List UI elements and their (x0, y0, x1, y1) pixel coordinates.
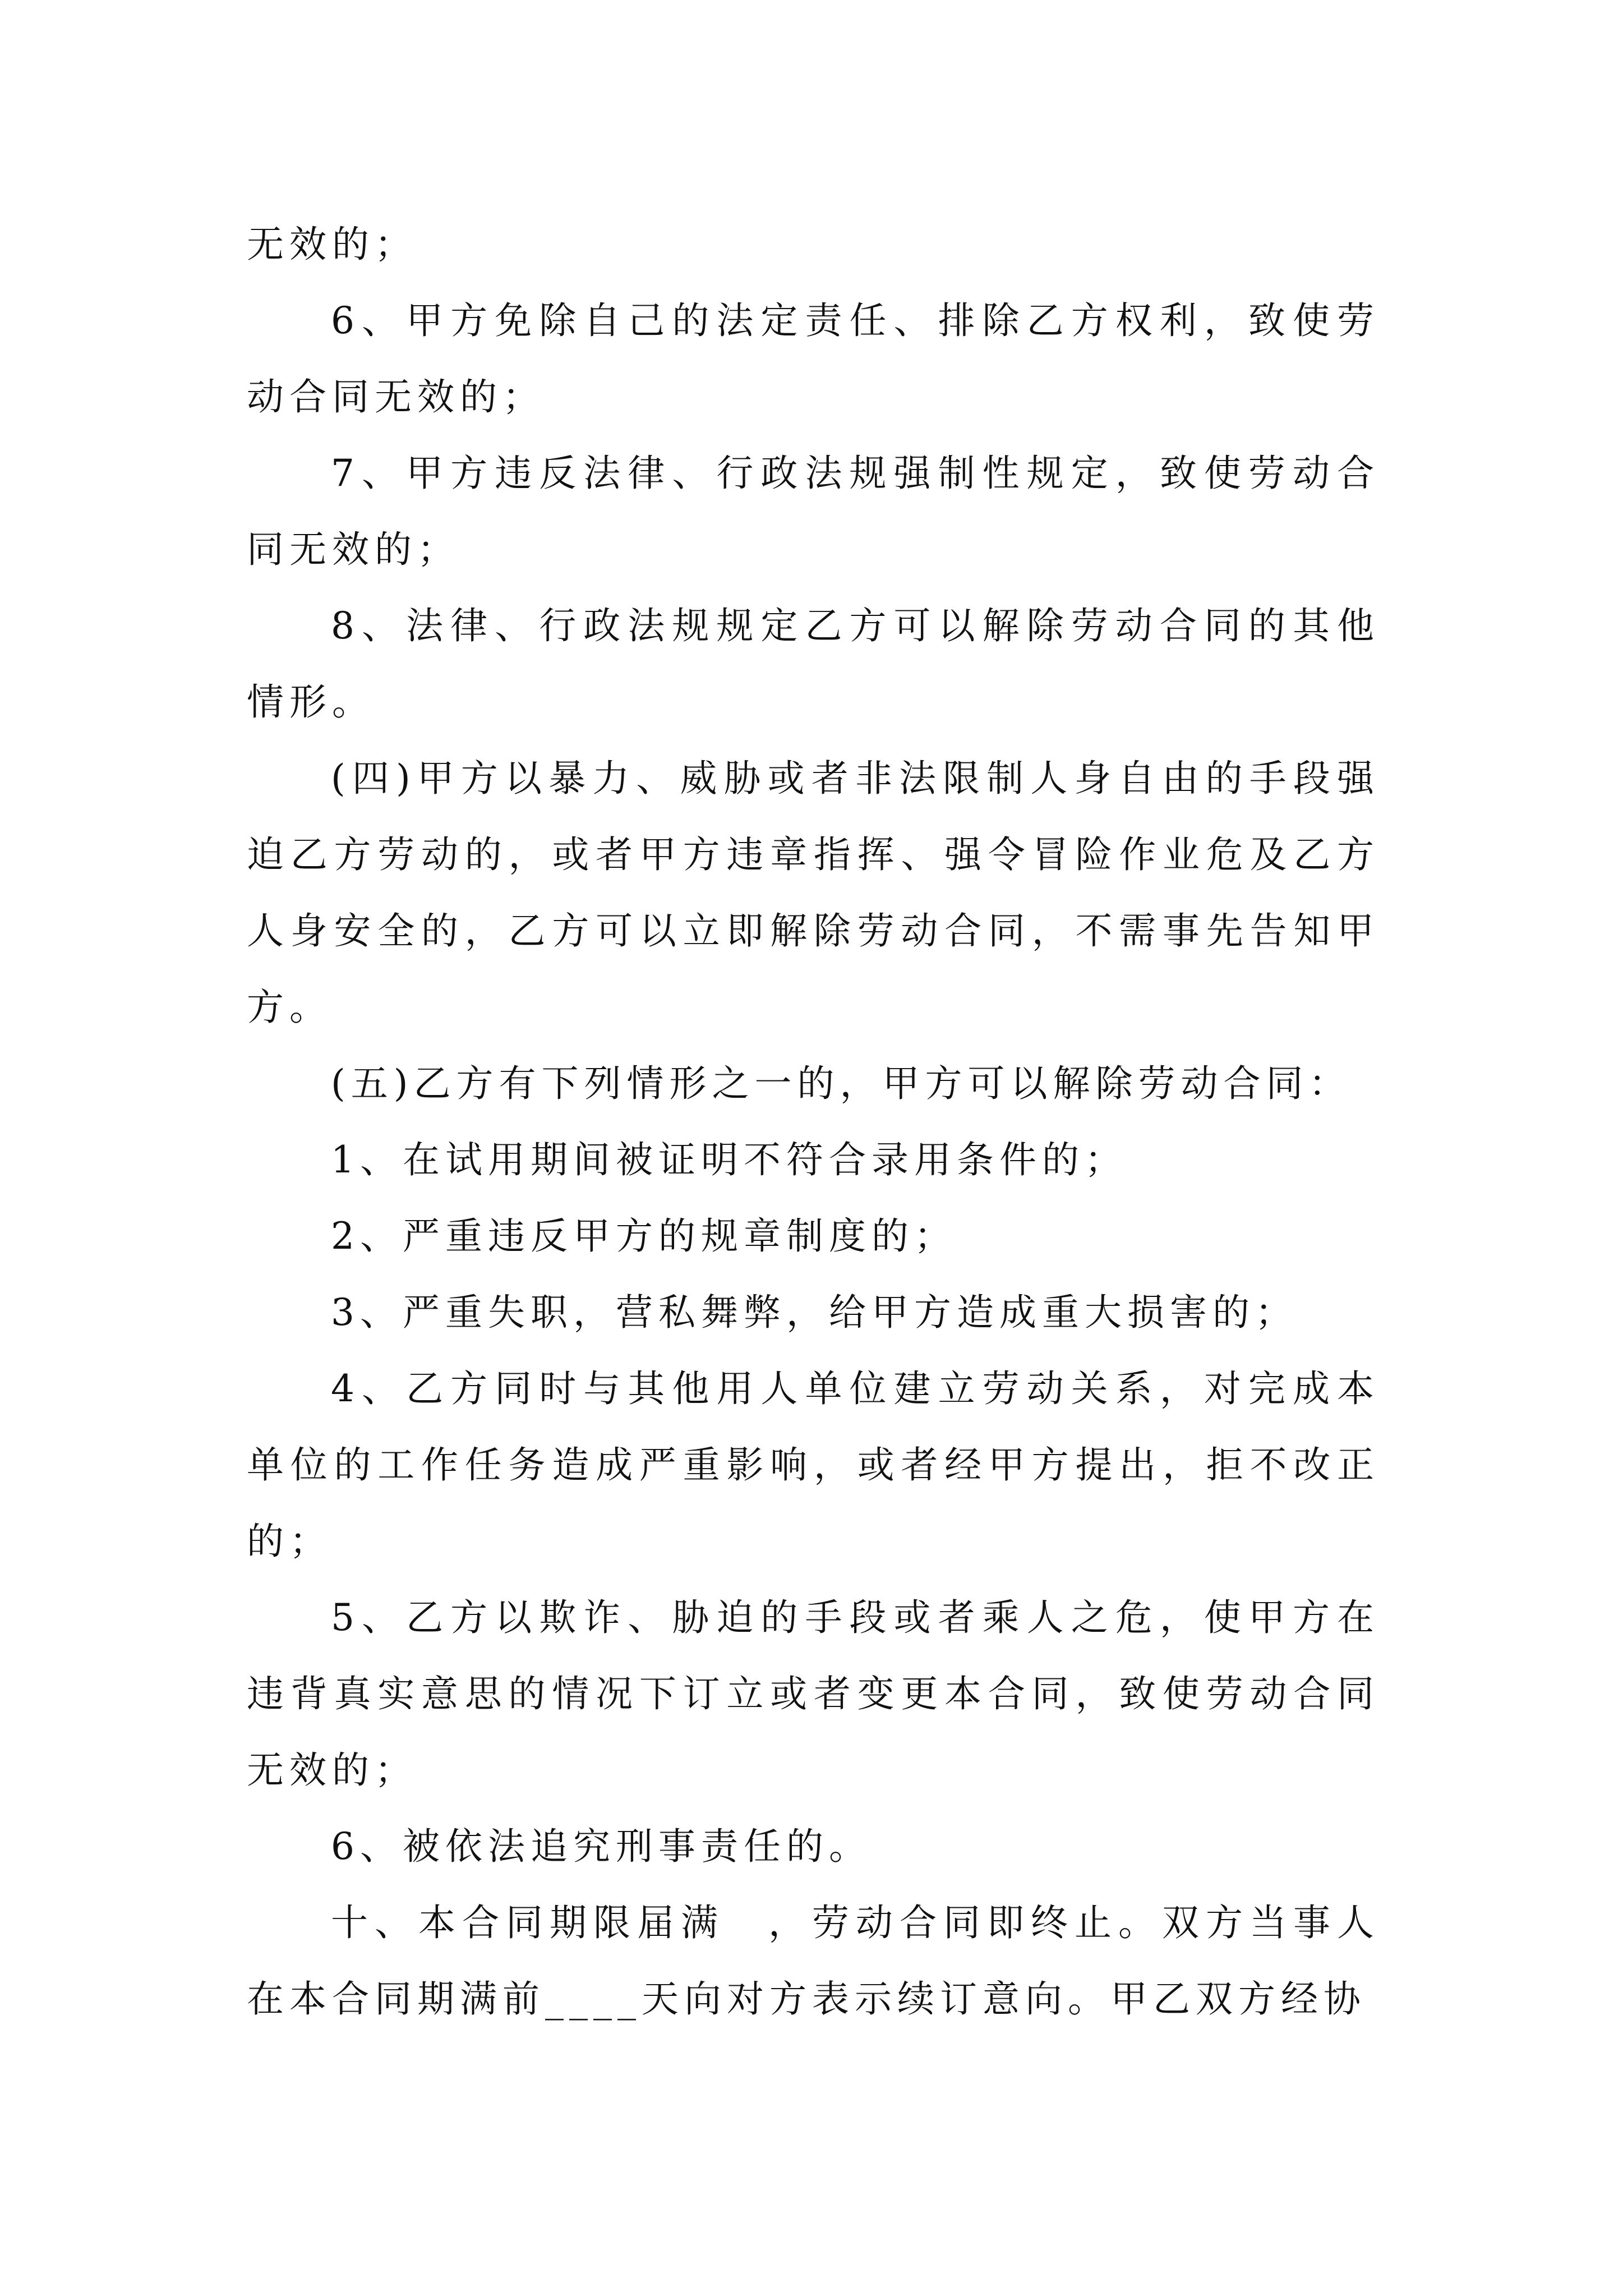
paragraph-continuation: 无效的； (247, 223, 417, 266)
paragraph-item-4-other-employer: 4、乙方同时与其他用人单位建立劳动关系，对完成本单位的工作任务造成严重影响，或者经甲方提出，拒不改正的； (247, 1367, 1380, 1563)
paragraph-item-7-violation: 7、甲方违反法律、行政法规强制性规定，致使劳动合同无效的； (247, 452, 1380, 571)
paragraph-section-5: (五)乙方有下列情形之一的，甲方可以解除劳动合同： (331, 1062, 1352, 1105)
paragraph-item-1-probation: 1、在试用期间被证明不符合录用条件的； (331, 1138, 1127, 1181)
paragraph-item-6-employer-exemption: 6、甲方免除自己的法定责任、排除乙方权利，致使劳动合同无效的； (247, 299, 1380, 418)
paragraph-clause-10: 十、本合同期限届满 ，劳动合同即终止。双方当事人在本合同期满前____天向对方表示续订意向。甲乙双方经协 (247, 1901, 1380, 2021)
paragraph-item-5-fraud: 5、乙方以欺诈、胁迫的手段或者乘人之危，使甲方在违背真实意思的情况下订立或者变更本合同，致使劳动合同无效的； (247, 1596, 1380, 1792)
paragraph-item-6-criminal: 6、被依法追究刑事责任的。 (331, 1825, 872, 1868)
paragraph-section-4: (四)甲方以暴力、威胁或者非法限制人身自由的手段强迫乙方劳动的，或者甲方违章指挥、强令冒险作业危及乙方人身安全的，乙方可以立即解除劳动合同，不需事先告知甲方。 (247, 757, 1380, 1029)
paragraph-item-3-negligence: 3、严重失职，营私舞弊，给甲方造成重大损害的； (331, 1291, 1298, 1334)
paragraph-item-8-other-situations: 8、法律、行政法规规定乙方可以解除劳动合同的其他情形。 (247, 604, 1380, 724)
paragraph-item-2-rules: 2、严重违反甲方的规章制度的； (331, 1214, 957, 1258)
contract-text-body (247, 206, 1380, 2037)
